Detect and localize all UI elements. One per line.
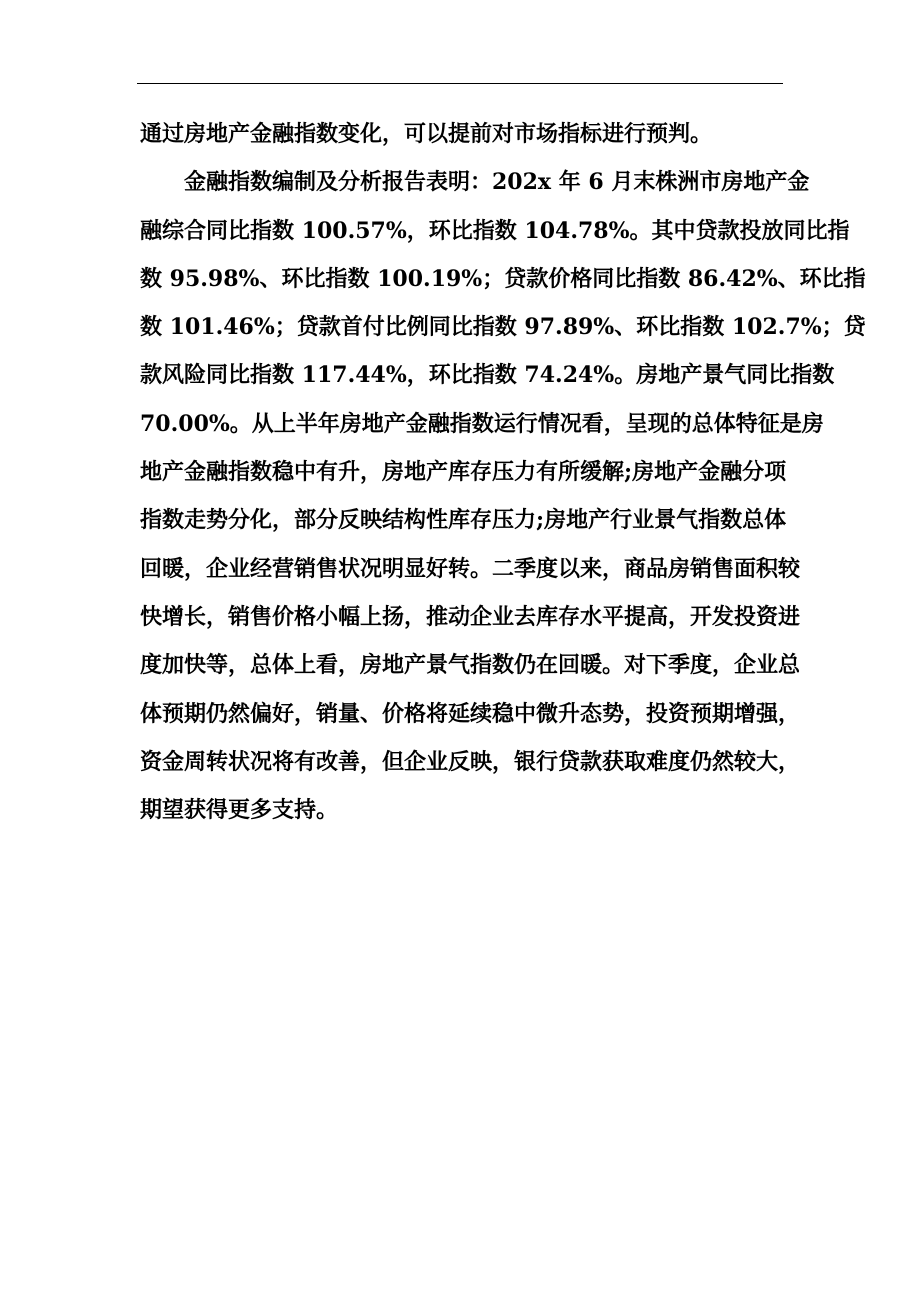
text-line: 快增长，销售价格小幅上扬，推动企业去库存水平提高，开发投资进 [140,603,801,630]
text-line: 款风险同比指数 117.44%，环比指数 74.24%。房地产景气同比指数 [140,362,835,389]
paragraph-2 [140,158,866,834]
header-rule [137,83,783,84]
text-line: 回暖，企业经营销售状况明显好转。二季度以来，商品房销售面积较 [140,555,801,582]
text-line: 数 101.46%；贷款首付比例同比指数 97.89%、环比指数 102.7%；贷 [140,314,866,341]
text-line: 地产金融指数稳中有升，房地产库存压力有所缓解;房地产金融分项 [140,459,787,486]
text-line: 度加快等，总体上看，房地产景气指数仍在回暖。对下季度，企业总 [140,652,801,679]
body-text [140,110,866,834]
paragraph-1 [140,110,785,158]
text-line: 金融指数编制及分析报告表明：202x 年 6 月末株洲市房地产金 [184,169,810,196]
text-line: 资金周转状况将有改善，但企业反映，银行贷款获取难度仍然较大， [140,748,801,775]
text-line: 融综合同比指数 100.57%，环比指数 104.78%。其中贷款投放同比指 [140,217,850,244]
text-line: 指数走势分化，部分反映结构性库存压力;房地产行业景气指数总体 [140,507,787,534]
text-line: 体预期仍然偏好，销量、价格将延续稳中微升态势，投资预期增强， [140,700,801,727]
text-line: 通过房地产金融指数变化，可以提前对市场指标进行预判。 [140,121,713,147]
text-line: 70.00%。从上半年房地产金融指数运行情况看，呈现的总体特征是房 [140,410,824,437]
text-line: 期望获得更多支持。 [140,797,339,824]
text-line: 数 95.98%、环比指数 100.19%；贷款价格同比指数 86.42%、环比指 [140,265,866,292]
